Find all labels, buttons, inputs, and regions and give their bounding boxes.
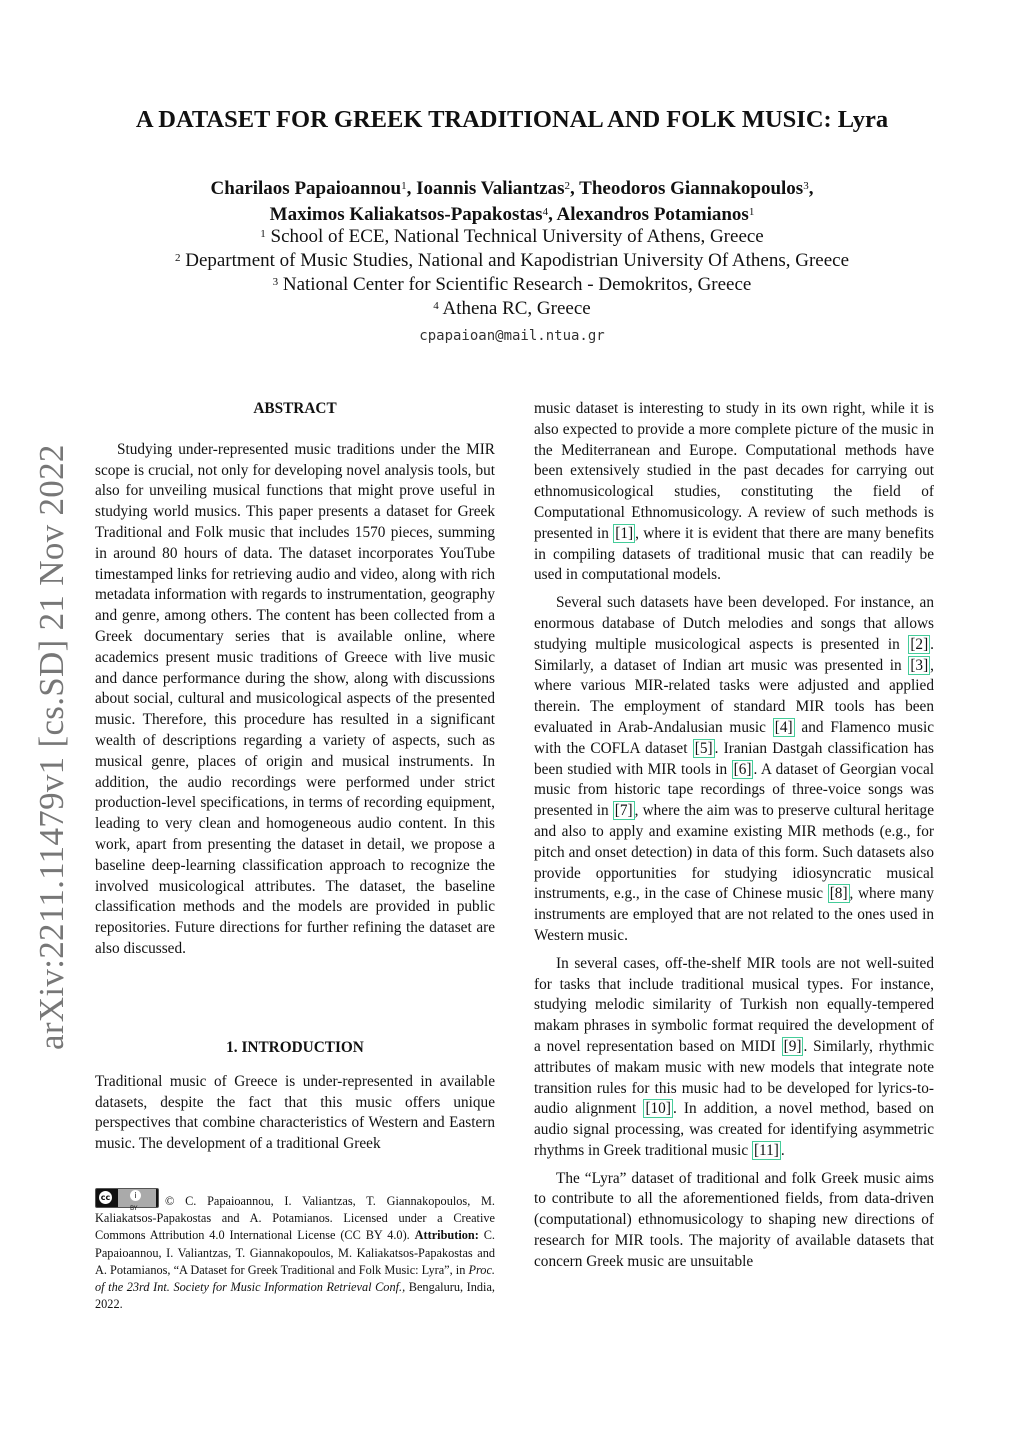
paragraph-text: Several such datasets have been developed. For instance, an enormous database of Dutch melodies and songs that allows studying multiple musicological aspects is presented in [534, 594, 934, 653]
introduction-section [95, 1038, 495, 1155]
introduction-text: Traditional music of Greece is under-represented in available datasets, despite the fact that this music offers unique perspectives that combine characteristics of Western and Eastern music. The development of a traditional Greek [95, 1072, 495, 1153]
contact-email[interactable]: cpapaioan@mail.ntua.gr [419, 328, 605, 344]
license-footnote [95, 1188, 495, 1313]
citation-link[interactable]: [10] [645, 1100, 671, 1118]
author-affiliation-mark: 1 [401, 180, 407, 192]
author-affiliation-mark: 4 [542, 206, 549, 218]
affiliation [0, 249, 1024, 273]
author-line-1: Charilaos Papaioannou$^1$, Ioannis Valiantzas$^2$, Theodoros Giannakopoulos$^3$, [210, 178, 814, 199]
affiliation-text: Department of Music Studies, National and Kapodistrian University Of Athens, Greece [185, 250, 850, 271]
paragraph-text: . Iranian Dastgah classification has been studied with MIR tools in [534, 739, 934, 778]
author-name: Alexandros Potamianos [556, 204, 749, 225]
author-affiliation-mark: 2 [564, 180, 570, 192]
paragraph-text: , where many instruments are employed that are not related to the ones used in Western music. [534, 885, 935, 944]
abstract-text: Studying under-represented music traditions under the MIR scope is crucial, not only for developing novel analysis tools, but also for unveiling musical functions that might prove useful in studying world musics. This paper presents a dataset for Greek Traditional and Folk music that includes 1570 pieces, summing in around 80 hours of data. The dataset incorporates YouTube timestamped links for retrieving audio and video, along with rich metadata information with regards to instrumentation, geography and genre, among others. The content has been collected from a Greek documentary series that is available online, where academics present music traditions of Greece with live music and dance performance during the show, along with discussions about social, cultural and musicological aspects of the presented music. Therefore, this procedure has resulted in a significant wealth of descriptions regarding a variety of aspects, such as musical genre, places of origin and musical instruments. In addition, the audio recordings were performed under strict production-level specifications, in terms of recording equipment, leading to very clean and homogeneous audio content. In this work, apart from presenting the dataset in detail, we propose a baseline deep-learning classification approach to recognize the involved musicological attributes. The dataset, the baseline classification methods and the models are provided in public repositories. Future directions for further refining the dataset are also discussed. [95, 440, 495, 957]
arxiv-identifier: arXiv:2211.11479v1 [cs.SD] 21 Nov 2022 [32, 444, 71, 1050]
affiliation-number: 3 [272, 276, 279, 288]
affiliation-text: Athena RC, Greece [442, 298, 591, 319]
citation-link[interactable]: [3] [910, 656, 929, 674]
author-name: Ioannis Valiantzas [416, 178, 565, 199]
citation-link[interactable]: [2] [910, 635, 929, 653]
intro-paragraph [534, 399, 934, 586]
author-list [0, 176, 1024, 228]
affiliation-number: 4 [433, 300, 439, 312]
abstract-section [95, 399, 495, 960]
paragraph-text: , where the aim was to preserve cultural heritage and also to apply and examine existing MIR methods (e.g., for pitch and onset detection) in data of this form. Such datasets also provide opportunities for studying idiosyncratic musical instruments, e.g., in the case of Chinese music [534, 802, 934, 903]
footnote-attribution: C. Papaioannou, I. Valiantzas, T. Giannakopoulos, M. Kaliakatsos-Papakostas and A. Potamianos, “A Dataset for Greek Traditional and Folk Music: Lyra”, in [95, 1228, 495, 1277]
paragraph-text: . Similarly, rhythmic attributes of makam music with new models that integrate note transition rules for this music had to be developed for lyrics-to-audio alignment [534, 1037, 934, 1118]
paragraph-text: and Flamenco music with the COFLA dataset [534, 718, 934, 757]
paragraph-text: , where it is evident that there are many benefits in compiling datasets of traditional music that can readily be used in computational models. [534, 524, 934, 584]
paragraph-text: music dataset is interesting to study in its own right, while it is also expected to provide a more complete picture of the music in the Mediterranean and Europe. Computational methods have been extensively studied in the past decades for carrying out ethnomusicological studies, constituting the field of Computational Ethnomusicology. A review of such methods is presented in [534, 400, 934, 542]
author-name: Charilaos Papaioannou [210, 178, 402, 199]
citation-link[interactable]: [7] [614, 802, 633, 820]
citation-link[interactable]: [6] [733, 760, 752, 778]
paragraph-text: In several cases, off-the-shelf MIR tools are not well-suited for tasks that include traditional musical types. For instance, studying melodic similarity of Turkish non equally-tempered makam phrases in symbolic format required the development of a novel representation based on MIDI [534, 954, 934, 1055]
paragraph-text: , where various MIR-related tasks were adjusted and applied therein. The employment of standard MIR tools has been evaluated in Arab-Andalusian music [534, 656, 934, 736]
affiliations [0, 225, 1024, 348]
author-name: Theodoros Giannakopoulos [579, 178, 804, 199]
citation-link[interactable]: [5] [694, 739, 713, 757]
paragraph-text: . In addition, a novel method, based on audio signal processing, was created for identifying asymmetric rhythms in Greek traditional music [534, 1100, 935, 1159]
paragraph-text: . [780, 1141, 785, 1159]
footnote-venue: Proc. of the 23rd Int. Society for Music Information Retrieval Conf., [95, 1262, 495, 1295]
citation-link[interactable]: [4] [774, 718, 793, 736]
footnote-location: Bengaluru, India, 2022. [95, 1280, 495, 1312]
affiliation [0, 225, 1024, 249]
affiliation [0, 297, 1024, 321]
affiliation [0, 273, 1024, 297]
citation-link[interactable]: [11] [753, 1141, 779, 1159]
intro-paragraph [534, 593, 934, 947]
footnote-attribution-label: Attribution: [414, 1228, 479, 1243]
paper-title: A DATASET FOR GREEK TRADITIONAL AND FOLK MUSIC: Lyra [135, 106, 889, 133]
citation-link[interactable]: [9] [783, 1037, 802, 1055]
footnote-copyright: © C. Papaioannou, I. Valiantzas, T. Giannakopoulos, M. Kaliakatsos-Papakostas and A. Potamianos. Licensed under a Creative Commons Attribution 4.0 International License (CC BY 4.0). [95, 1194, 495, 1243]
affiliation-number: 1 [260, 228, 266, 240]
introduction-heading: 1. INTRODUCTION [226, 1039, 364, 1056]
author-affiliation-mark: 1 [748, 206, 755, 218]
author-affiliation-mark: 3 [803, 180, 809, 192]
citation-link[interactable]: [8] [829, 885, 848, 903]
affiliation-text: National Center for Scientific Research - Demokritos, Greece [282, 274, 752, 295]
abstract-heading: ABSTRACT [253, 400, 337, 417]
citation-link[interactable]: [1] [615, 524, 634, 542]
intro-paragraph [534, 1169, 934, 1273]
paragraph-text: The “Lyra” dataset of traditional and folk Greek music aims to contribute to all the aforementioned fields, from data-driven (computational) ethnomusicology to shaping new directions of research for MIR tools. The majority of available datasets that concern Greek music are unsuitable [534, 1169, 934, 1270]
author-line-2: Maximos Kaliakatsos-Papakostas$^4$, Alexandros Potamianos$^1$ [269, 204, 755, 225]
author-name: Maximos Kaliakatsos-Papakostas [269, 204, 543, 225]
affiliation-text: School of ECE, National Technical University of Athens, Greece [270, 226, 764, 247]
cc-by-icon: cc i BY [95, 1188, 159, 1208]
affiliation-number: 2 [174, 252, 181, 264]
right-column [534, 399, 934, 1273]
intro-paragraph [534, 954, 934, 1162]
paragraph-text: . A dataset of Georgian vocal music from historic tape recordings of three-voice songs was presented in [534, 760, 934, 820]
paragraph-text: . Similarly, a dataset of Indian art music was presented in [534, 635, 934, 674]
